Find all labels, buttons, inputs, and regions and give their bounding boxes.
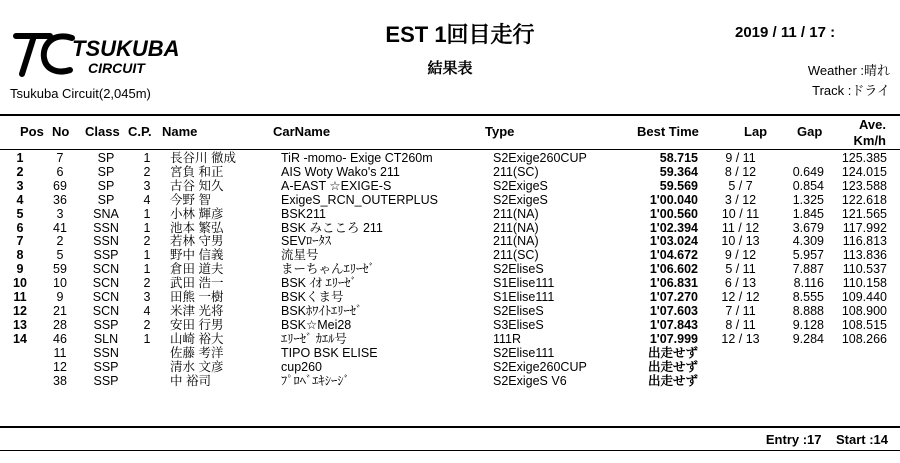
car-name-cell: BSK ｲｵ ｴﾘｰｾﾞ bbox=[281, 276, 357, 291]
divider-bottom bbox=[0, 426, 900, 428]
tsukuba-circuit-logo bbox=[10, 26, 210, 80]
class-cell: SSP bbox=[93, 373, 119, 388]
driver-name-cell: 池本 繁弘 bbox=[170, 220, 224, 235]
col-header-no: No bbox=[52, 124, 70, 139]
best-time-cell: 1'00.560 bbox=[649, 206, 698, 221]
class-cell: SSP bbox=[93, 317, 119, 332]
car-name-cell: TiR -momo- Exige CT260m bbox=[281, 151, 433, 165]
gap-cell: 8.116 bbox=[793, 276, 824, 291]
lap-cell: 5 / 11 bbox=[725, 262, 756, 277]
driver-name-cell: 小林 輝彦 bbox=[170, 206, 224, 221]
driver-name-cell: 野中 信義 bbox=[170, 248, 224, 263]
logo-text-sub: CIRCUIT bbox=[88, 60, 145, 76]
driver-name-cell: 武田 浩一 bbox=[170, 276, 224, 291]
lap-cell bbox=[698, 361, 783, 375]
class-cell: SSN bbox=[93, 220, 119, 235]
class-cell: SSN bbox=[93, 345, 119, 360]
weather-label: Weather :晴れ bbox=[807, 63, 890, 78]
class-cell: SP bbox=[97, 164, 115, 179]
car-name-cell: BSK☆Mei28 bbox=[281, 317, 352, 332]
best-time-cell: 59.364 bbox=[659, 164, 698, 179]
spacer-cell bbox=[162, 375, 170, 389]
spacer-cell bbox=[162, 222, 170, 236]
table-row bbox=[0, 305, 887, 319]
car-name-cell: A-EAST ☆EXIGE-S bbox=[281, 178, 392, 193]
entry-count: Entry :17 bbox=[765, 432, 822, 447]
pos-cell bbox=[0, 375, 40, 389]
car-type-cell: S3EliseS bbox=[493, 317, 544, 332]
gap-cell: 0.854 bbox=[792, 178, 824, 193]
pos-cell: 12 bbox=[13, 303, 27, 318]
car-number-cell: 5 bbox=[56, 248, 64, 263]
car-number-cell: 12 bbox=[53, 359, 67, 374]
lap-cell: 8 / 12 bbox=[724, 164, 757, 179]
lap-cell: 6 / 13 bbox=[724, 276, 757, 291]
lap-cell: 8 / 11 bbox=[725, 317, 756, 332]
average-speed-cell: 113.836 bbox=[842, 248, 887, 263]
car-type-cell: S2ExigeS bbox=[493, 178, 548, 193]
gap-cell: 4.309 bbox=[792, 234, 824, 249]
car-name-cell: まーちゃんｴﾘｰｾﾞ bbox=[281, 262, 375, 277]
class-cell: SCN bbox=[92, 276, 120, 291]
table-row bbox=[0, 347, 887, 361]
car-number-cell: 38 bbox=[53, 373, 67, 388]
gap-cell bbox=[783, 152, 824, 166]
car-number-cell: 10 bbox=[53, 276, 67, 291]
pos-cell: 14 bbox=[13, 331, 27, 346]
table-row bbox=[0, 375, 887, 389]
col-header-lap: Lap bbox=[744, 124, 768, 139]
spacer-cell bbox=[162, 333, 170, 347]
class-position-cell: 2 bbox=[143, 234, 151, 249]
car-number-cell: 41 bbox=[53, 220, 67, 235]
divider-header bbox=[0, 149, 900, 150]
class-cell: SP bbox=[97, 192, 115, 207]
session-date: 2019 / 11 / 17 : bbox=[735, 24, 836, 41]
divider-footer bbox=[0, 450, 900, 451]
car-type-cell: 211(NA) bbox=[493, 206, 539, 221]
car-number-cell: 36 bbox=[53, 192, 67, 207]
class-cell: SCN bbox=[92, 290, 120, 305]
lap-cell bbox=[698, 375, 783, 389]
gap-cell: 1.845 bbox=[792, 206, 824, 221]
pos-cell bbox=[0, 361, 40, 375]
spacer-cell bbox=[162, 235, 170, 249]
col-header-best: Best Time bbox=[637, 124, 699, 139]
gap-cell bbox=[783, 375, 824, 389]
lap-cell: 9 / 12 bbox=[724, 248, 757, 263]
driver-name-cell: 中 裕司 bbox=[170, 373, 211, 388]
table-row bbox=[0, 291, 887, 305]
class-cell: SLN bbox=[93, 331, 119, 346]
spacer-cell bbox=[162, 291, 170, 305]
col-header-ave bbox=[854, 117, 887, 149]
car-type-cell: S2ExigeS V6 bbox=[493, 373, 567, 388]
gap-cell bbox=[783, 347, 824, 361]
pos-cell: 3 bbox=[16, 178, 24, 193]
spacer-cell bbox=[162, 194, 170, 208]
lap-cell: 3 / 12 bbox=[724, 192, 757, 207]
car-number-cell: 3 bbox=[56, 206, 64, 221]
car-type-cell: S1Elise111 bbox=[493, 276, 555, 291]
pos-cell: 9 bbox=[16, 262, 24, 277]
class-cell: SSP bbox=[93, 248, 119, 263]
pos-cell: 1 bbox=[16, 151, 24, 165]
best-time-cell: 1'03.024 bbox=[649, 234, 698, 249]
best-time-cell: 出走せず bbox=[647, 345, 698, 360]
class-cell: SSN bbox=[93, 234, 119, 249]
pos-cell: 2 bbox=[16, 164, 24, 179]
best-time-cell: 58.715 bbox=[659, 151, 698, 165]
car-number-cell: 7 bbox=[56, 151, 64, 165]
car-number-cell: 46 bbox=[53, 331, 67, 346]
pos-cell: 10 bbox=[13, 276, 27, 291]
best-time-cell: 1'07.603 bbox=[649, 303, 698, 318]
class-position-cell bbox=[132, 361, 162, 375]
best-time-cell: 59.569 bbox=[659, 178, 698, 193]
pos-cell: 6 bbox=[16, 220, 24, 235]
average-speed-cell: 116.813 bbox=[842, 234, 887, 249]
spacer-cell bbox=[162, 152, 170, 166]
col-header-car: CarName bbox=[273, 124, 331, 139]
car-name-cell: 流星号 bbox=[281, 248, 319, 263]
car-number-cell: 11 bbox=[53, 345, 67, 360]
class-position-cell: 1 bbox=[143, 206, 151, 221]
class-position-cell: 3 bbox=[143, 290, 151, 305]
lap-cell: 10 / 11 bbox=[721, 206, 760, 221]
pos-cell: 7 bbox=[16, 234, 24, 249]
gap-cell: 8.888 bbox=[792, 303, 824, 318]
average-speed-cell: 124.015 bbox=[841, 164, 887, 179]
table-row bbox=[0, 194, 887, 208]
car-number-cell: 9 bbox=[56, 290, 64, 305]
best-time-cell: 1'02.394 bbox=[649, 220, 698, 235]
car-name-cell: TIPO BSK ELISE bbox=[281, 345, 378, 360]
gap-cell: 0.649 bbox=[792, 164, 824, 179]
driver-name-cell: 古谷 知久 bbox=[170, 178, 224, 193]
average-speed-cell bbox=[824, 361, 887, 375]
class-position-cell: 1 bbox=[143, 331, 151, 346]
car-number-cell: 2 bbox=[56, 234, 64, 249]
spacer-cell bbox=[162, 263, 170, 277]
class-cell: SCN bbox=[92, 303, 120, 318]
lap-cell: 10 / 13 bbox=[721, 234, 760, 249]
gap-cell: 7.887 bbox=[792, 262, 824, 277]
table-row bbox=[0, 166, 887, 180]
spacer-cell bbox=[162, 208, 170, 222]
class-position-cell: 1 bbox=[143, 151, 151, 165]
results-table bbox=[0, 152, 887, 388]
class-position-cell: 2 bbox=[143, 276, 151, 291]
page-title: EST 1回目走行 bbox=[385, 22, 535, 47]
best-time-cell: 出走せず bbox=[647, 359, 698, 374]
average-speed-cell: 110.158 bbox=[842, 276, 887, 291]
start-count: Start :14 bbox=[835, 432, 888, 447]
gap-cell: 9.128 bbox=[792, 317, 824, 332]
col-header-cp: C.P. bbox=[128, 124, 152, 139]
car-number-cell: 21 bbox=[53, 303, 67, 318]
table-row bbox=[0, 152, 887, 166]
car-type-cell: 211(SC) bbox=[493, 164, 539, 179]
class-position-cell: 3 bbox=[143, 178, 151, 193]
driver-name-cell: 若林 守男 bbox=[170, 234, 224, 249]
car-type-cell: S1Elise111 bbox=[493, 290, 555, 305]
average-speed-cell: 108.900 bbox=[841, 303, 887, 318]
col-header-gap: Gap bbox=[797, 124, 823, 139]
table-row bbox=[0, 222, 887, 236]
gap-cell: 9.284 bbox=[792, 331, 824, 346]
spacer-cell bbox=[162, 361, 170, 375]
car-type-cell: S2EliseS bbox=[493, 303, 544, 318]
class-cell: SSP bbox=[93, 359, 119, 374]
average-speed-cell: 117.992 bbox=[842, 220, 887, 235]
best-time-cell: 1'07.843 bbox=[649, 317, 698, 332]
class-position-cell bbox=[132, 375, 162, 389]
car-type-cell: S2ExigeS bbox=[493, 192, 548, 207]
col-header-type: Type bbox=[485, 124, 515, 139]
car-name-cell: BSKくま号 bbox=[281, 290, 344, 305]
car-type-cell: S2EliseS bbox=[493, 262, 544, 277]
results-body bbox=[0, 152, 887, 388]
average-speed-cell: 108.515 bbox=[841, 317, 887, 332]
circuit-name: Tsukuba Circuit(2,045m) bbox=[10, 86, 151, 101]
car-type-cell: S2Exige260CUP bbox=[493, 359, 587, 374]
driver-name-cell: 安田 行男 bbox=[170, 317, 224, 332]
class-cell: SNA bbox=[93, 206, 119, 221]
best-time-cell: 1'06.831 bbox=[649, 276, 698, 291]
col-header-ave-line1: Ave. bbox=[859, 117, 886, 132]
pos-cell: 13 bbox=[13, 317, 27, 332]
lap-cell: 11 / 12 bbox=[721, 220, 760, 235]
pos-cell: 5 bbox=[16, 206, 24, 221]
spacer-cell bbox=[162, 319, 170, 333]
class-cell: SP bbox=[97, 151, 115, 165]
lap-cell: 12 / 12 bbox=[721, 290, 760, 305]
spacer-cell bbox=[162, 166, 170, 180]
spacer-cell bbox=[162, 180, 170, 194]
driver-name-cell: 今野 智 bbox=[170, 192, 211, 207]
car-type-cell: 211(SC) bbox=[493, 248, 539, 263]
driver-name-cell: 山崎 裕大 bbox=[170, 331, 224, 346]
car-type-cell: S2Elise111 bbox=[493, 345, 555, 360]
spacer-cell bbox=[162, 249, 170, 263]
class-position-cell: 1 bbox=[143, 262, 151, 277]
average-speed-cell: 108.266 bbox=[841, 331, 887, 346]
class-cell: SCN bbox=[92, 262, 120, 277]
lap-cell: 7 / 11 bbox=[725, 303, 756, 318]
car-number-cell: 59 bbox=[53, 262, 67, 277]
pos-cell bbox=[0, 347, 40, 361]
average-speed-cell: 122.618 bbox=[841, 192, 887, 207]
best-time-cell: 1'07.999 bbox=[649, 331, 698, 346]
average-speed-cell bbox=[824, 375, 887, 389]
car-name-cell: BSK みこころ 211 bbox=[281, 220, 383, 235]
car-number-cell: 6 bbox=[56, 164, 64, 179]
lap-cell: 9 / 11 bbox=[725, 151, 756, 165]
table-row bbox=[0, 319, 887, 333]
average-speed-cell: 121.565 bbox=[841, 206, 887, 221]
average-speed-cell bbox=[824, 347, 887, 361]
spacer-cell bbox=[162, 347, 170, 361]
col-header-name: Name bbox=[162, 124, 198, 139]
lap-cell: 5 / 7 bbox=[728, 178, 753, 193]
pos-cell: 11 bbox=[13, 290, 27, 305]
class-position-cell bbox=[132, 347, 162, 361]
driver-name-cell: 米津 光将 bbox=[170, 303, 224, 318]
car-name-cell: BSKﾎﾜｲﾄｴﾘｰｾﾞ bbox=[281, 303, 363, 318]
class-position-cell: 4 bbox=[143, 192, 151, 207]
average-speed-cell: 123.588 bbox=[841, 178, 887, 193]
car-name-cell: BSK211 bbox=[281, 206, 326, 221]
table-row bbox=[0, 208, 887, 222]
car-name-cell: ｴﾘｰｾﾞ ｶｴﾙ号 bbox=[281, 331, 347, 346]
best-time-cell: 1'07.270 bbox=[649, 290, 698, 305]
logo-text-main: TSUKUBA bbox=[72, 36, 180, 61]
col-header-class: Class bbox=[85, 124, 120, 139]
car-name-cell: SEVﾛｰﾀｽ bbox=[281, 234, 332, 249]
car-type-cell: S2Exige260CUP bbox=[493, 151, 587, 165]
car-type-cell: 211(NA) bbox=[493, 234, 539, 249]
spacer-cell bbox=[162, 277, 170, 291]
footer-counts bbox=[766, 432, 888, 447]
driver-name-cell: 佐藤 考洋 bbox=[170, 345, 224, 360]
driver-name-cell: 清水 文彦 bbox=[170, 359, 224, 374]
lap-cell: 12 / 13 bbox=[721, 331, 760, 346]
driver-name-cell: 倉田 道夫 bbox=[170, 262, 224, 277]
spacer-cell bbox=[162, 305, 170, 319]
col-header-ave-line2: Km/h bbox=[853, 133, 886, 148]
table-row bbox=[0, 277, 887, 291]
driver-name-cell: 田熊 一樹 bbox=[170, 290, 224, 305]
gap-cell: 1.325 bbox=[792, 192, 824, 207]
average-speed-cell: 125.385 bbox=[841, 151, 887, 165]
best-time-cell: 1'06.602 bbox=[649, 262, 698, 277]
car-name-cell: AIS Woty Wako's 211 bbox=[281, 164, 400, 179]
col-header-pos: Pos bbox=[20, 124, 44, 139]
table-row bbox=[0, 333, 887, 347]
gap-cell: 5.957 bbox=[792, 248, 824, 263]
best-time-cell: 出走せず bbox=[647, 373, 698, 388]
class-position-cell: 1 bbox=[143, 220, 151, 235]
car-name-cell: ExigeS_RCN_OUTERPLUS bbox=[281, 192, 438, 207]
car-type-cell: 211(NA) bbox=[493, 220, 539, 235]
average-speed-cell: 110.537 bbox=[842, 262, 887, 277]
gap-cell bbox=[783, 361, 824, 375]
driver-name-cell: 宮負 和正 bbox=[170, 164, 224, 179]
class-position-cell: 1 bbox=[143, 248, 151, 263]
best-time-cell: 1'00.040 bbox=[649, 192, 698, 207]
class-cell: SP bbox=[97, 178, 115, 193]
table-row bbox=[0, 263, 887, 277]
gap-cell: 3.679 bbox=[792, 220, 824, 235]
class-position-cell: 4 bbox=[143, 303, 151, 318]
car-name-cell: cup260 bbox=[281, 359, 323, 374]
gap-cell: 8.555 bbox=[792, 290, 824, 305]
table-row bbox=[0, 249, 887, 263]
pos-cell: 8 bbox=[16, 248, 24, 263]
table-row bbox=[0, 235, 887, 249]
car-number-cell: 28 bbox=[53, 317, 67, 332]
class-position-cell: 2 bbox=[143, 164, 151, 179]
table-row bbox=[0, 180, 887, 194]
table-row bbox=[0, 361, 887, 375]
average-speed-cell: 109.440 bbox=[841, 290, 887, 305]
track-condition: Track :ドライ bbox=[812, 83, 890, 98]
class-position-cell: 2 bbox=[143, 317, 151, 332]
lap-cell bbox=[698, 347, 783, 361]
car-type-cell: 111R bbox=[493, 331, 522, 346]
page-subtitle: 結果表 bbox=[427, 60, 473, 77]
pos-cell: 4 bbox=[16, 192, 24, 207]
best-time-cell: 1'04.672 bbox=[649, 248, 698, 263]
car-name-cell: ﾌﾟﾛﾍﾞｴｷｼｰｼﾞ bbox=[281, 373, 350, 388]
car-number-cell: 69 bbox=[53, 178, 67, 193]
driver-name-cell: 長谷川 徹成 bbox=[170, 151, 236, 165]
divider-top bbox=[0, 114, 900, 116]
